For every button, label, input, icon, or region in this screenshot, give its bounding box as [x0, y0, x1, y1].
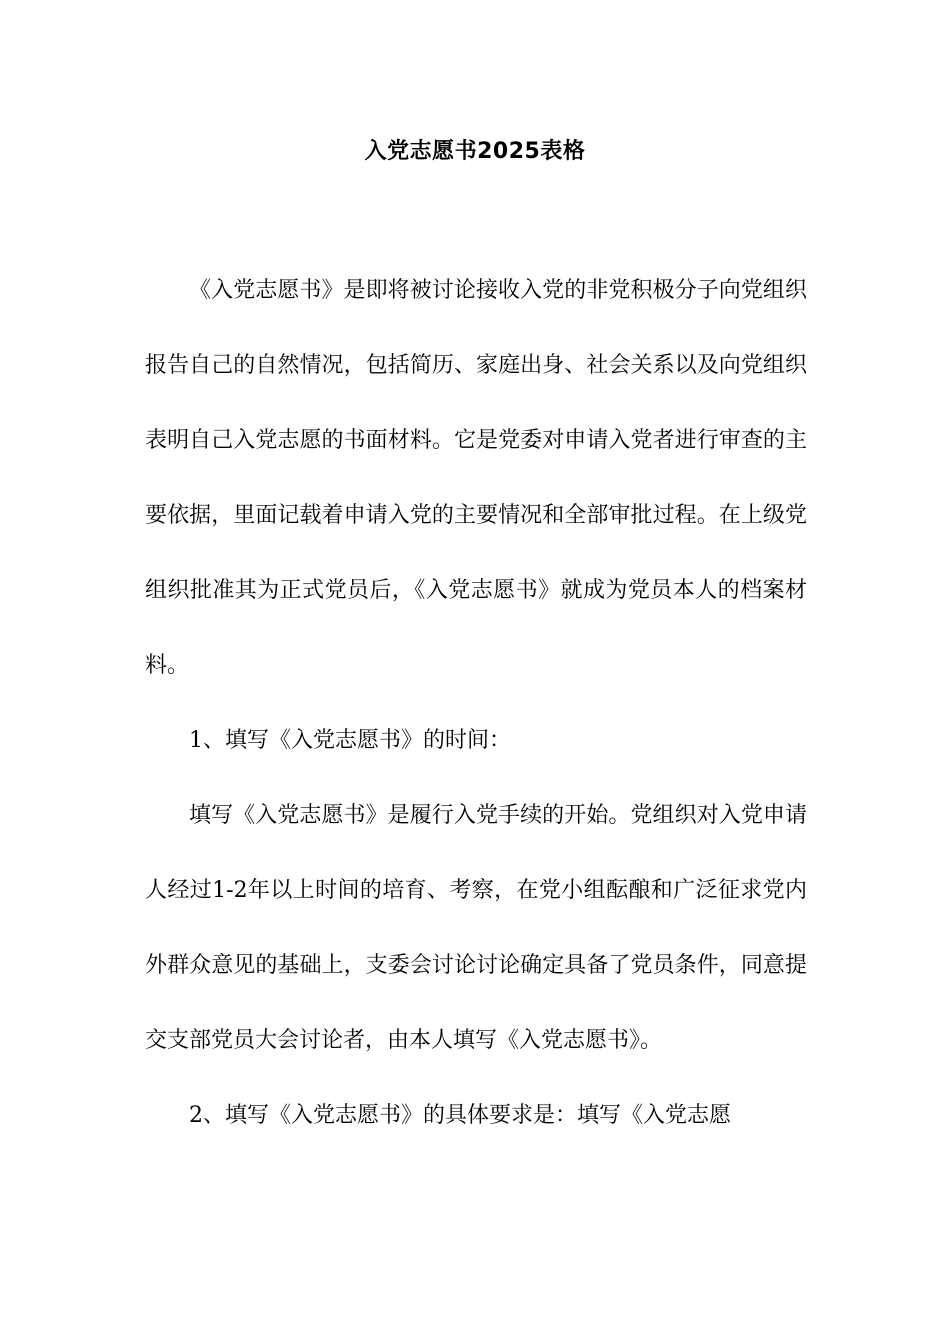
paragraph-section-2: 2、填写《入党志愿书》的具体要求是：填写《入党志愿 [189, 1103, 731, 1128]
paragraph-intro: 《入党志愿书》是即将被讨论接收入党的非党积极分子向党组织报告自己的自然情况，包括简历、家庭出身、社会关系以及向党组织表明自己入党志愿的书面材料。它是党委对申请入党者进行审查的主要依据，里面记载着申请入党的主要情况和全部审批过程。在上级党组织批准其为正式党员后，《入党志愿书》就成为党员本人的档案材料。 [145, 278, 807, 678]
paragraph-section-1-heading: 1、填写《入党志愿书》的时间： [189, 728, 511, 753]
document-title: 入党志愿书2025表格 [364, 139, 586, 164]
paragraph-section-1-body: 填写《入党志愿书》是履行入党手续的开始。党组织对入党申请人经过1-2年以上时间的培育、考察，在党小组酝酿和广泛征求党内外群众意见的基础上，支委会讨论讨论确定具备了党员条件，同意提交支部党员大会讨论者，由本人填写《入党志愿书》。 [145, 803, 807, 1053]
document-body [145, 253, 807, 1153]
